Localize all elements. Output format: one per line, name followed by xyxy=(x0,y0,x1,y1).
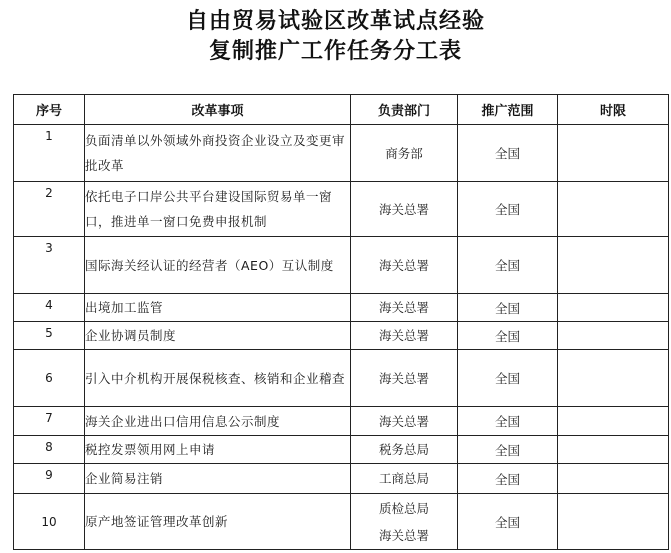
task-assignment-table xyxy=(13,94,669,550)
header-seq: 序号 xyxy=(14,95,85,125)
row-seq: 2 xyxy=(14,182,85,237)
table-row xyxy=(14,182,669,237)
row-seq: 1 xyxy=(14,125,85,182)
row-deadline xyxy=(558,407,669,436)
row-scope: 全国 xyxy=(458,182,558,237)
table-row xyxy=(14,322,669,350)
row-item: 负面清单以外领域外商投资企业设立及变更审批改革 xyxy=(85,125,351,182)
row-seq: 5 xyxy=(14,322,85,350)
table-header-row xyxy=(14,95,669,125)
row-dept-line: 海关总署 xyxy=(378,257,429,273)
row-scope: 全国 xyxy=(458,294,558,322)
row-dept-line: 税务总局 xyxy=(378,442,429,457)
row-dept xyxy=(351,237,458,294)
row-dept xyxy=(351,350,458,407)
header-scope: 推广范围 xyxy=(458,95,558,125)
row-deadline xyxy=(558,182,669,237)
row-seq: 7 xyxy=(14,407,85,436)
row-item: 依托电子口岸公共平台建设国际贸易单一窗口，推进单一窗口免费申报机制 xyxy=(85,182,351,237)
row-seq: 9 xyxy=(14,464,85,494)
row-dept-line: 海关总署 xyxy=(378,527,429,543)
row-deadline xyxy=(558,436,669,464)
table-row xyxy=(14,407,669,436)
row-seq: 6 xyxy=(14,350,85,407)
row-item: 海关企业进出口信用信息公示制度 xyxy=(85,407,351,436)
row-dept xyxy=(351,125,458,182)
row-item: 出境加工监管 xyxy=(85,294,351,322)
row-scope: 全国 xyxy=(458,125,558,182)
document-title-line-1: 自由贸易试验区改革试点经验 xyxy=(185,8,485,34)
row-scope: 全国 xyxy=(458,350,558,407)
header-deadline: 时限 xyxy=(558,95,669,125)
row-seq: 3 xyxy=(14,237,85,294)
row-scope: 全国 xyxy=(458,322,558,350)
row-deadline xyxy=(558,294,669,322)
row-scope: 全国 xyxy=(458,464,558,494)
row-item: 企业协调员制度 xyxy=(85,322,351,350)
row-deadline xyxy=(558,322,669,350)
row-deadline xyxy=(558,464,669,494)
row-seq: 8 xyxy=(14,436,85,464)
row-item: 企业简易注销 xyxy=(85,464,351,494)
row-dept xyxy=(351,322,458,350)
table-row xyxy=(14,294,669,322)
row-dept-line: 海关总署 xyxy=(378,201,429,217)
header-dept: 负责部门 xyxy=(351,95,458,125)
row-item: 税控发票领用网上申请 xyxy=(85,436,351,464)
row-dept xyxy=(351,464,458,494)
row-scope: 全国 xyxy=(458,436,558,464)
row-dept xyxy=(351,294,458,322)
table-row xyxy=(14,464,669,494)
table-row xyxy=(14,494,669,550)
row-scope: 全国 xyxy=(458,494,558,550)
table-row xyxy=(14,237,669,294)
row-dept xyxy=(351,436,458,464)
row-dept-line: 海关总署 xyxy=(378,328,429,343)
header-item: 改革事项 xyxy=(85,95,351,125)
row-dept-line: 质检总局 xyxy=(378,500,429,516)
row-deadline xyxy=(558,237,669,294)
row-dept xyxy=(351,494,458,550)
row-dept xyxy=(351,407,458,436)
row-dept-line: 海关总署 xyxy=(378,413,429,429)
row-deadline xyxy=(558,125,669,182)
row-dept-line: 海关总署 xyxy=(378,300,429,315)
row-seq: 4 xyxy=(14,294,85,322)
row-dept-line: 商务部 xyxy=(385,145,423,161)
row-item: 原产地签证管理改革创新 xyxy=(85,494,351,550)
row-dept-line: 海关总署 xyxy=(378,370,429,386)
row-scope: 全国 xyxy=(458,407,558,436)
row-item: 引入中介机构开展保税核查、核销和企业稽查 xyxy=(85,350,351,407)
row-dept xyxy=(351,182,458,237)
row-item: 国际海关经认证的经营者（AEO）互认制度 xyxy=(85,237,351,294)
document-title-line-2: 复制推广工作任务分工表 xyxy=(208,38,462,64)
table-row xyxy=(14,125,669,182)
row-dept-line: 工商总局 xyxy=(378,471,429,486)
table-row xyxy=(14,436,669,464)
row-seq: 10 xyxy=(14,494,85,550)
row-scope: 全国 xyxy=(458,237,558,294)
row-deadline xyxy=(558,350,669,407)
table-row xyxy=(14,350,669,407)
row-deadline xyxy=(558,494,669,550)
